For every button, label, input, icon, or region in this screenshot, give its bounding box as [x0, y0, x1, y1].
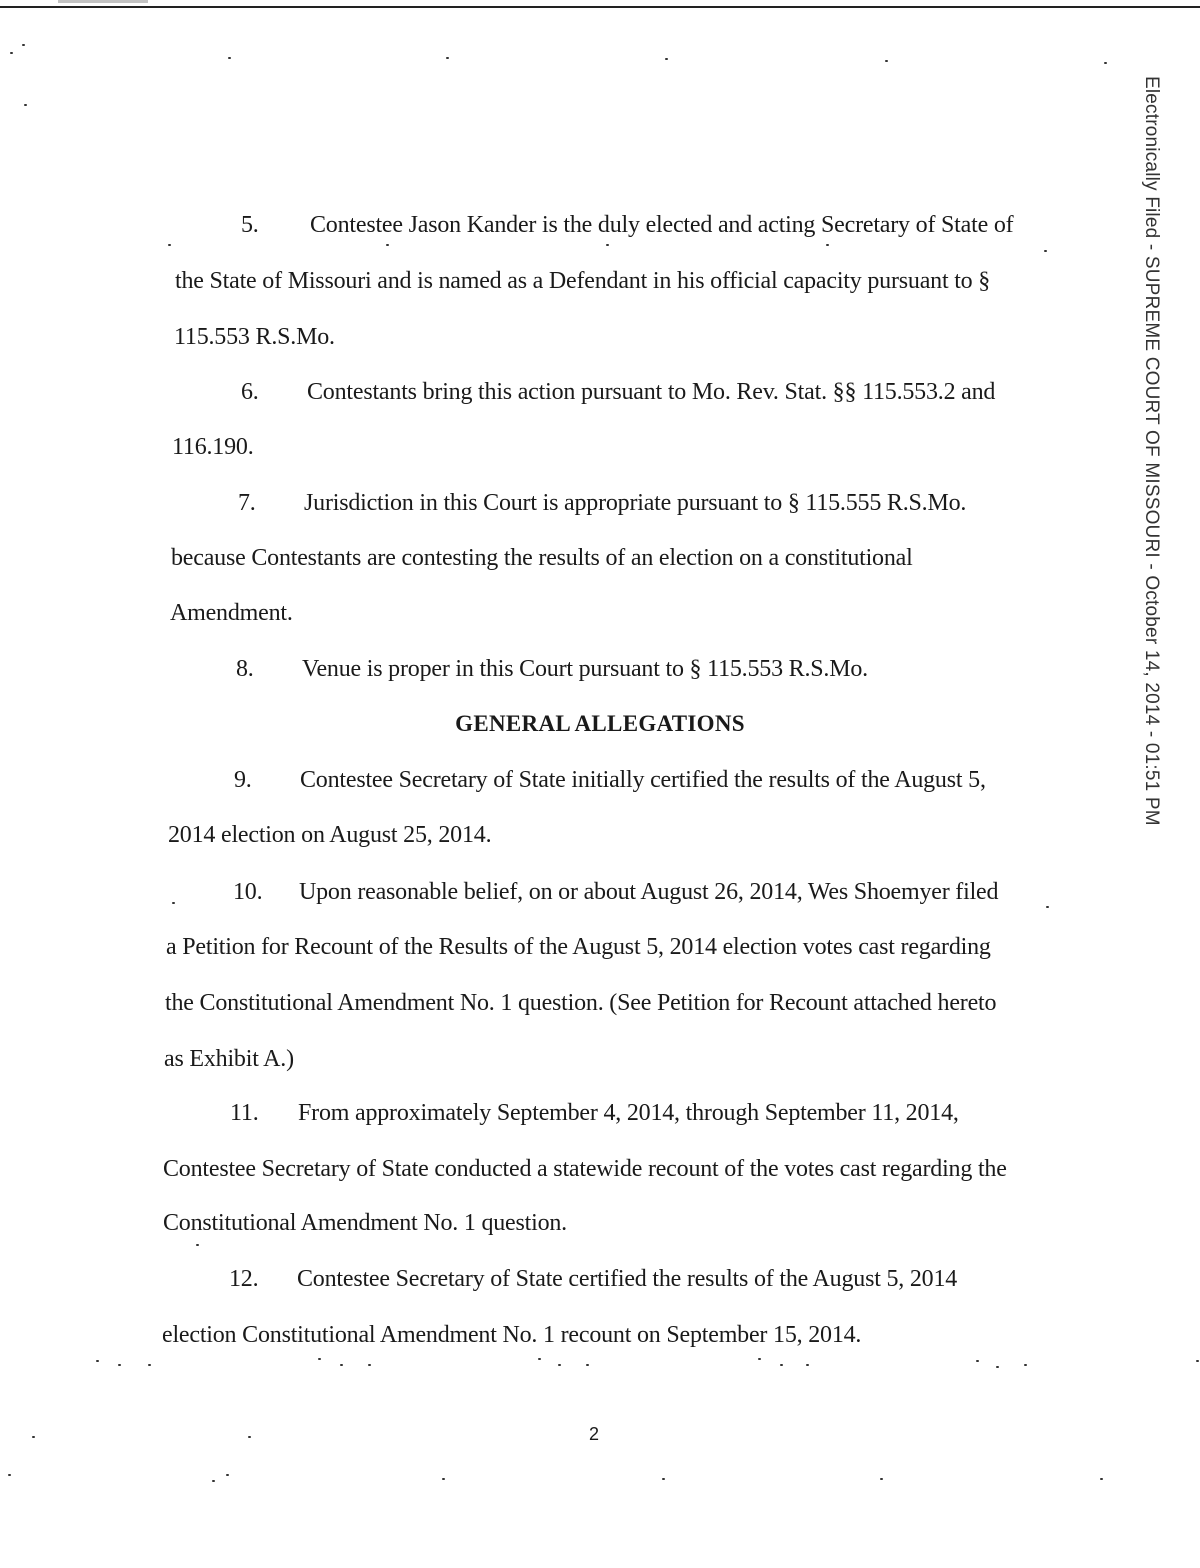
scan-speck — [340, 1364, 343, 1366]
paragraph-10-line-4: as Exhibit A.) — [164, 1046, 294, 1072]
scan-speck — [885, 60, 888, 62]
scan-speck — [665, 58, 668, 60]
top-border-rule — [0, 6, 1200, 8]
scan-speck — [10, 52, 13, 54]
scan-speck — [24, 104, 27, 106]
scan-artifact — [58, 0, 148, 3]
paragraph-12-line-1: Contestee Secretary of State certified the results of the August 5, 2014 — [297, 1266, 958, 1292]
scan-speck — [996, 1366, 999, 1368]
scan-speck — [758, 1358, 761, 1360]
paragraph-5-line-1: Contestee Jason Kander is the duly elected and acting Secretary of State of — [310, 212, 1014, 238]
paragraph-11-number: 11. — [230, 1100, 259, 1126]
scan-speck — [826, 244, 829, 246]
scan-speck — [1046, 906, 1049, 908]
scan-speck — [228, 57, 231, 59]
paragraph-8-line-1: Venue is proper in this Court pursuant to § 115.553 R.S.Mo. — [302, 656, 868, 682]
paragraph-10-line-2: a Petition for Recount of the Results of the August 5, 2014 election votes cast regarding — [166, 934, 991, 960]
paragraph-9-line-2: 2014 election on August 25, 2014. — [168, 822, 492, 848]
filing-stamp: Electronically Filed - SUPREME COURT OF MISSOURI - October 14, 2014 - 01:51 PM — [1141, 76, 1162, 826]
scan-speck — [1044, 250, 1047, 252]
scan-speck — [1104, 62, 1107, 64]
paragraph-6-line-2: 116.190. — [172, 434, 254, 460]
scan-speck — [212, 1480, 215, 1482]
section-heading: GENERAL ALLEGATIONS — [455, 711, 745, 736]
scan-speck — [442, 1478, 445, 1480]
scan-speck — [318, 1358, 321, 1360]
scan-speck — [172, 902, 175, 904]
scan-speck — [8, 1474, 11, 1476]
paragraph-10-line-1: Upon reasonable belief, on or about August 26, 2014, Wes Shoemyer filed — [299, 879, 999, 905]
paragraph-5-line-2: the State of Missouri and is named as a Defendant in his official capacity pursuant to § — [175, 268, 991, 294]
paragraph-12-line-2: election Constitutional Amendment No. 1 recount on September 15, 2014. — [162, 1322, 862, 1348]
scan-speck — [386, 244, 389, 246]
paragraph-10-line-3: the Constitutional Amendment No. 1 question. (See Petition for Recount attached hereto — [165, 990, 997, 1016]
paragraph-12-number: 12. — [229, 1266, 259, 1292]
scan-speck — [226, 1474, 229, 1476]
scan-speck — [880, 1478, 883, 1480]
paragraph-9-number: 9. — [234, 767, 252, 793]
paragraph-10-number: 10. — [233, 879, 263, 905]
paragraph-11-line-3: Constitutional Amendment No. 1 question. — [163, 1210, 567, 1236]
paragraph-6-number: 6. — [241, 379, 259, 405]
scan-speck — [446, 57, 449, 59]
paragraph-11-line-1: From approximately September 4, 2014, through September 11, 2014, — [298, 1100, 959, 1126]
scan-speck — [1024, 1364, 1027, 1366]
scan-speck — [780, 1364, 783, 1366]
scan-speck — [558, 1364, 561, 1366]
scan-speck — [96, 1360, 99, 1362]
paragraph-9-line-1: Contestee Secretary of State initially certified the results of the August 5, — [300, 767, 986, 793]
paragraph-6-line-1: Contestants bring this action pursuant to Mo. Rev. Stat. §§ 115.553.2 and — [307, 379, 996, 405]
scan-speck — [196, 1244, 199, 1246]
scan-speck — [606, 244, 609, 246]
scan-speck — [168, 244, 171, 246]
scan-speck — [1100, 1478, 1103, 1480]
scan-speck — [538, 1358, 541, 1360]
scan-speck — [586, 1364, 589, 1366]
paragraph-11-line-2: Contestee Secretary of State conducted a statewide recount of the votes cast regarding the — [163, 1156, 1007, 1182]
scan-speck — [976, 1360, 979, 1362]
paragraph-5-line-3: 115.553 R.S.Mo. — [174, 324, 335, 350]
scan-speck — [368, 1364, 371, 1366]
scan-speck — [662, 1478, 665, 1480]
paragraph-7-line-1: Jurisdiction in this Court is appropriate pursuant to § 115.555 R.S.Mo. — [304, 490, 967, 516]
scan-speck — [1196, 1360, 1199, 1362]
paragraph-8-number: 8. — [236, 656, 254, 682]
paragraph-5-number: 5. — [241, 212, 259, 238]
page-number: 2 — [588, 1424, 599, 1444]
paragraph-7-line-3: Amendment. — [170, 600, 293, 626]
scan-speck — [22, 44, 25, 46]
scan-speck — [806, 1364, 809, 1366]
scan-speck — [148, 1364, 151, 1366]
paragraph-7-line-2: because Contestants are contesting the results of an election on a constitutional — [171, 545, 913, 571]
scan-speck — [118, 1364, 121, 1366]
paragraph-7-number: 7. — [238, 490, 256, 516]
